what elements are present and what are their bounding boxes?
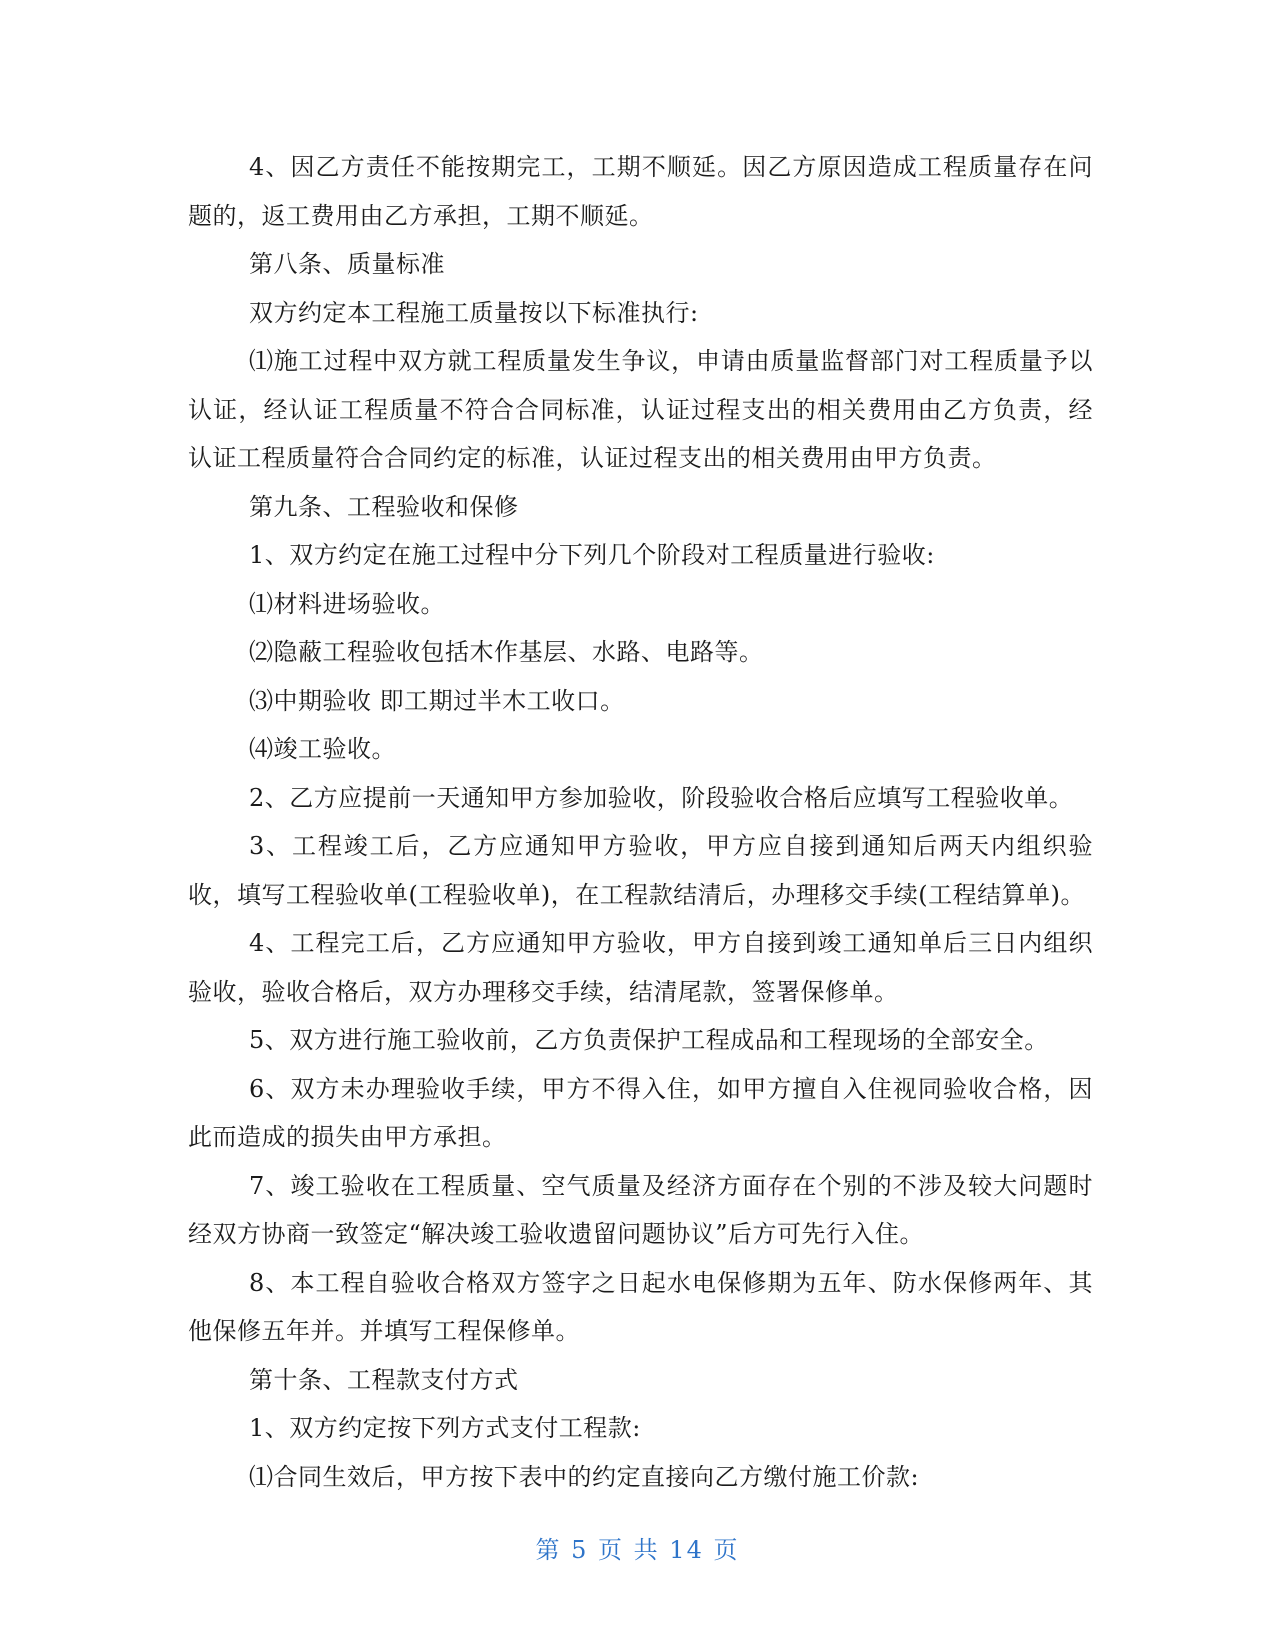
paragraph-acceptance-item-7: 7、竣工验收在工程质量、空气质量及经济方面存在个别的不涉及较大问题时经双方协商一致签定“解决竣工验收遗留问题协议”后方可先行入住。 <box>188 1171 1093 1248</box>
heading-article-8: 第八条、质量标准 <box>249 250 445 278</box>
paragraph-acceptance-item-5: 5、双方进行施工验收前，乙方负责保护工程成品和工程现场的全部安全。 <box>249 1026 1049 1054</box>
paragraph-acceptance-stages: 1、双方约定在施工过程中分下列几个阶段对工程质量进行验收: <box>249 541 935 569</box>
document-body <box>188 143 1093 1501</box>
paragraph-quality-dispute: ⑴施工过程中双方就工程质量发生争议，申请由质量监督部门对工程质量予以认证，经认证工程质量不符合合同标准，认证过程支出的相关费用由乙方负责，经认证工程质量符合合同约定的标准，认证过程支出的相关费用由甲方负责。 <box>188 347 1093 472</box>
heading-article-9: 第九条、工程验收和保修 <box>249 492 519 521</box>
paragraph-acceptance-item-3: 3、工程竣工后，乙方应通知甲方验收，甲方应自接到通知后两天内组织验收，填写工程验收单(工程验收单)，在工程款结清后，办理移交手续(工程结算单)。 <box>188 832 1093 909</box>
list-item-material-acceptance: ⑴材料进场验收。 <box>249 589 445 618</box>
paragraph-acceptance-item-2: 2、乙方应提前一天通知甲方参加验收，阶段验收合格后应填写工程验收单。 <box>249 783 1074 812</box>
paragraph-acceptance-item-6: 6、双方未办理验收手续，甲方不得入住，如甲方擅自入住视同验收合格，因此而造成的损失由甲方承担。 <box>188 1074 1093 1151</box>
list-item-concealed-acceptance: ⑵隐蔽工程验收包括木作基层、水路、电路等。 <box>249 638 764 666</box>
paragraph-acceptance-item-4: 4、工程完工后，乙方应通知甲方验收，甲方自接到竣工通知单后三日内组织验收，验收合格后，双方办理移交手续，结清尾款，签署保修单。 <box>188 929 1093 1006</box>
paragraph-clause-7-item-4: 4、因乙方责任不能按期完工，工期不顺延。因乙方原因造成工程质量存在问题的，返工费用由乙方承担，工期不顺延。 <box>188 153 1093 230</box>
paragraph-quality-intro: 双方约定本工程施工质量按以下标准执行: <box>249 298 699 327</box>
paragraph-payment-item-1: 1、双方约定按下列方式支付工程款: <box>249 1414 641 1442</box>
list-item-payment-schedule: ⑴合同生效后，甲方按下表中的约定直接向乙方缴付施工价款: <box>249 1462 920 1491</box>
list-item-midterm-acceptance: ⑶中期验收 即工期过半木工收口。 <box>249 686 625 715</box>
list-item-completion-acceptance: ⑷竣工验收。 <box>249 735 396 763</box>
heading-article-10: 第十条、工程款支付方式 <box>249 1365 519 1394</box>
paragraph-acceptance-item-8: 8、本工程自验收合格双方签字之日起水电保修期为五年、防水保修两年、其他保修五年并。并填写工程保修单。 <box>188 1268 1093 1345</box>
page-number-footer: 第 5 页 共 14 页 <box>535 1536 740 1564</box>
